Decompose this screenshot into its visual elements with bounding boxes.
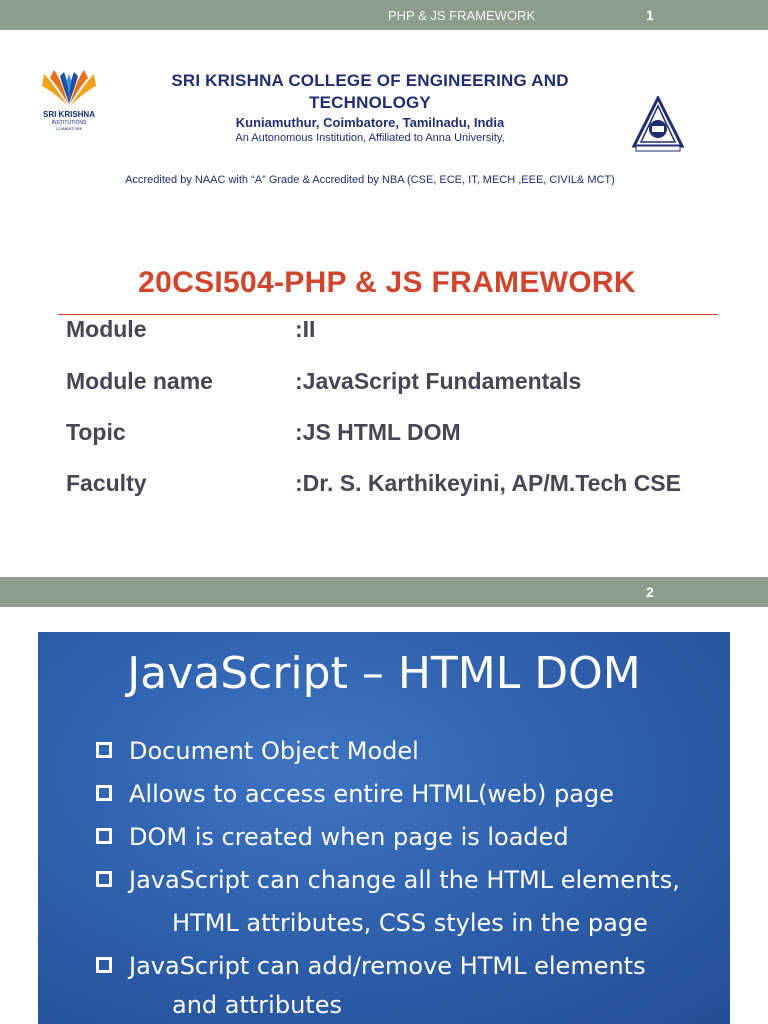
dom-slide xyxy=(38,632,730,1024)
slide-title: JavaScript – HTML DOM xyxy=(127,648,641,699)
bullet-item xyxy=(96,816,716,859)
info-value: :JavaScript Fundamentals xyxy=(295,368,582,394)
bullet-text: DOM is created when page is loaded xyxy=(129,823,569,851)
slide-header-bar xyxy=(0,0,768,30)
info-value: :Dr. S. Karthikeyini, AP/M.Tech CSE xyxy=(295,470,681,496)
sri-krishna-logo xyxy=(38,68,100,152)
college-autonomous: An Autonomous Institution, Affiliated to Anna University, xyxy=(235,132,505,144)
bullet-item xyxy=(96,945,716,1022)
bullet-continuation: HTML attributes, CSS styles in the page xyxy=(172,909,648,937)
checkbox-bullet-icon xyxy=(96,871,112,887)
slide-header-bar xyxy=(0,577,768,607)
college-location: Kuniamuthur, Coimbatore, Tamilnadu, India xyxy=(235,115,505,130)
bullet-continuation: and attributes xyxy=(172,991,342,1019)
title-divider xyxy=(58,314,718,315)
info-label: Topic xyxy=(66,419,126,445)
header-title: PHP & JS FRAMEWORK xyxy=(388,8,536,23)
college-name-line2: TECHNOLOGY xyxy=(309,93,431,112)
course-title: 20CSI504-PHP & JS FRAMEWORK xyxy=(138,266,636,299)
info-label: Faculty xyxy=(66,470,147,496)
bullet-item xyxy=(96,859,716,945)
bullet-list xyxy=(96,730,716,1022)
info-value: :II xyxy=(295,316,316,342)
flame-logo-icon xyxy=(38,68,100,110)
logo-subtitle: INSTITUTIONS xyxy=(51,120,87,126)
bullet-text: JavaScript can add/remove HTML elements xyxy=(129,952,646,980)
title-slide xyxy=(0,30,768,577)
info-value: :JS HTML DOM xyxy=(295,419,461,445)
checkbox-bullet-icon xyxy=(96,742,112,758)
logo-city: COIMBATORE xyxy=(55,126,83,131)
checkbox-bullet-icon xyxy=(96,828,112,844)
bullet-text: Allows to access entire HTML(web) page xyxy=(129,780,614,808)
checkbox-bullet-icon xyxy=(96,957,112,973)
info-label: Module xyxy=(66,316,147,342)
slide-number: 2 xyxy=(646,584,654,600)
info-label: Module name xyxy=(66,368,213,394)
checkbox-bullet-icon xyxy=(96,785,112,801)
accreditation-seal xyxy=(630,96,686,154)
seal-icon xyxy=(630,96,686,154)
college-accreditation: Accredited by NAAC with “A” Grade & Accredited by NBA (CSE, ECE, IT, MECH ,EEE, CIVIL& MCT) xyxy=(125,174,615,186)
bullet-text: Document Object Model xyxy=(129,737,419,765)
logo-name: SRI KRISHNA xyxy=(42,110,95,119)
college-name-line1: SRI KRISHNA COLLEGE OF ENGINEERING AND xyxy=(171,71,569,90)
bullet-item xyxy=(96,730,716,773)
slide-number: 1 xyxy=(646,7,654,23)
college-header xyxy=(130,70,610,145)
bullet-item xyxy=(96,773,716,816)
bullet-text: JavaScript can change all the HTML elements, xyxy=(129,866,680,894)
